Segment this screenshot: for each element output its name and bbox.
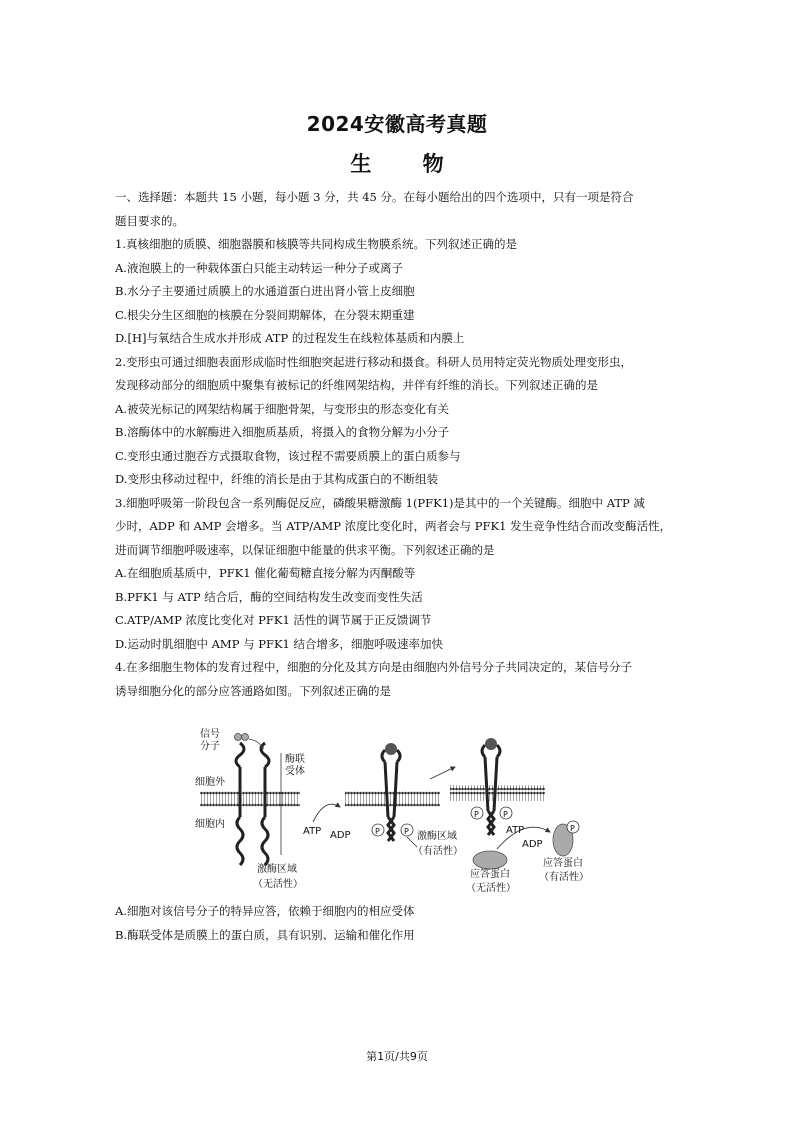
question-4-option-a: A.细胞对该信号分子的特异应答，依赖于细胞内的相应受体 [115, 904, 415, 918]
question-4-options [115, 900, 687, 947]
status-label: （有活性） [539, 872, 589, 883]
phosphate-label: P [503, 810, 508, 819]
question-2-option-c: C.变形虫通过胞吞方式摄取食物，该过程不需要质膜上的蛋白质参与 [115, 448, 461, 463]
question-4-stem-cont: 诱导细胞分化的部分应答通路如图。下列叙述正确的是 [115, 683, 391, 698]
signal-label: 分子 [200, 741, 220, 752]
response-protein-inactive [473, 851, 507, 869]
outside-label: 细胞外 [195, 777, 225, 788]
question-3-stem: 3.细胞呼吸第一阶段包含一系列酶促反应，磷酸果糖激酶 1(PFK1)是其中的一个关键酶。细胞中 ATP 减 [115, 495, 645, 510]
question-3-option-a: A.在细胞质基质中，PFK1 催化葡萄糖直接分解为丙酮酸等 [115, 566, 416, 580]
question-1-stem: 1.真核细胞的质膜、细胞器膜和核膜等共同构成生物膜系统。下列叙述正确的是 [115, 237, 517, 251]
question-3-option-c: C.ATP/AMP 浓度比变化对 PFK1 活性的调节属于正反馈调节 [115, 613, 432, 627]
question-1-option-d: D.[H]与氧结合生成水并形成 ATP 的过程发生在线粒体基质和内膜上 [115, 331, 465, 345]
subject-char: 物 [422, 152, 444, 176]
phosphate-label: P [570, 824, 575, 833]
phosphate-label: P [375, 827, 380, 836]
status-label: （有活性） [413, 846, 463, 857]
question-1-option-b: B.水分子主要通过质膜上的水通道蛋白进出肾小管上皮细胞 [115, 284, 415, 298]
question-2-option-a: A.被荧光标记的网架结构属于细胞骨架，与变形虫的形态变化有关 [115, 401, 449, 416]
response-label: 应答蛋白 [470, 869, 510, 880]
receptor-label: 酶联 [285, 754, 305, 765]
section-heading: 一、选择题：本题共 15 小题，每小题 3 分，共 45 分。在每小题给出的四个选项中，只有一项是符合 [115, 190, 634, 204]
signal-molecule-bound [385, 743, 397, 755]
question-2-option-d: D.变形虫移动过程中，纤维的消长是由于其构成蛋白的不断组装 [115, 472, 438, 486]
receptor-label: 受体 [285, 766, 305, 777]
question-3-option-d: D.运动时肌细胞中 AMP 与 PFK1 结合增多，细胞呼吸速率加快 [115, 636, 444, 651]
subject-char: 生 [350, 152, 372, 176]
adp-label: ADP [330, 830, 351, 841]
question-3-stem-cont: 进而调节细胞呼吸速率，以保证细胞中能量的供求平衡。下列叙述正确的是 [115, 542, 495, 557]
section-heading-cont: 题目要求的。 [115, 213, 184, 228]
status-label: （无活性） [253, 879, 303, 890]
atp-label: ATP [506, 825, 525, 836]
question-2-stem: 2.变形虫可通过细胞表面形成临时性细胞突起进行移动和摄食。科研人员用特定荧光物质处理变形虫， [115, 354, 632, 369]
membrane-left [200, 791, 300, 807]
signal-molecule-icon [235, 734, 264, 750]
signal-pathway-figure [185, 727, 615, 897]
question-4-stem: 4.在多细胞生物体的发育过程中，细胞的分化及其方向是由细胞内外信号分子共同决定的，某信号分子 [115, 660, 632, 674]
membrane-right [450, 785, 545, 801]
atp-label: ATP [303, 826, 322, 837]
subject-title [0, 148, 794, 178]
inside-label: 细胞内 [195, 819, 225, 830]
question-2-stem-cont: 发现移动部分的细胞质中聚集有被标记的纤维网架结构，并伴有纤维的消长。下列叙述正确的是 [115, 378, 598, 392]
signal-molecule-bound [485, 738, 497, 750]
question-3-option-b: B.PFK1 与 ATP 结合后，酶的空间结构发生改变而变性失活 [115, 589, 423, 604]
kinase-label: 激酶区域 [417, 831, 457, 842]
questions-body [115, 186, 687, 703]
question-4-option-b: B.酶联受体是质膜上的蛋白质，具有识别、运输和催化作用 [115, 927, 415, 942]
kinase-label: 激酶区域 [257, 864, 297, 875]
response-label: 应答蛋白 [543, 858, 583, 869]
phosphate-label: P [404, 827, 409, 836]
question-2-option-b: B.溶酶体中的水解酶进入细胞质基质，将摄入的食物分解为小分子 [115, 425, 450, 439]
question-1-option-a: A.液泡膜上的一种载体蛋白只能主动转运一种分子或离子 [115, 260, 403, 275]
question-1-option-c: C.根尖分生区细胞的核膜在分裂间期解体，在分裂末期重建 [115, 307, 415, 322]
doc-title: 2024安徽高考真题 [306, 112, 488, 136]
signal-label: 信号 [200, 729, 220, 740]
membrane-middle [345, 791, 440, 807]
page-footer: 第1页/共9页 [366, 1050, 428, 1063]
question-3-stem-cont: 少时，ADP 和 AMP 会增多。当 ATP/AMP 浓度比变化时，两者会与 PFK1 发生竞争性结合而改变酶活性， [115, 519, 672, 533]
status-label: （无活性） [466, 883, 516, 894]
phosphate-label: P [474, 810, 479, 819]
adp-label: ADP [522, 839, 543, 850]
